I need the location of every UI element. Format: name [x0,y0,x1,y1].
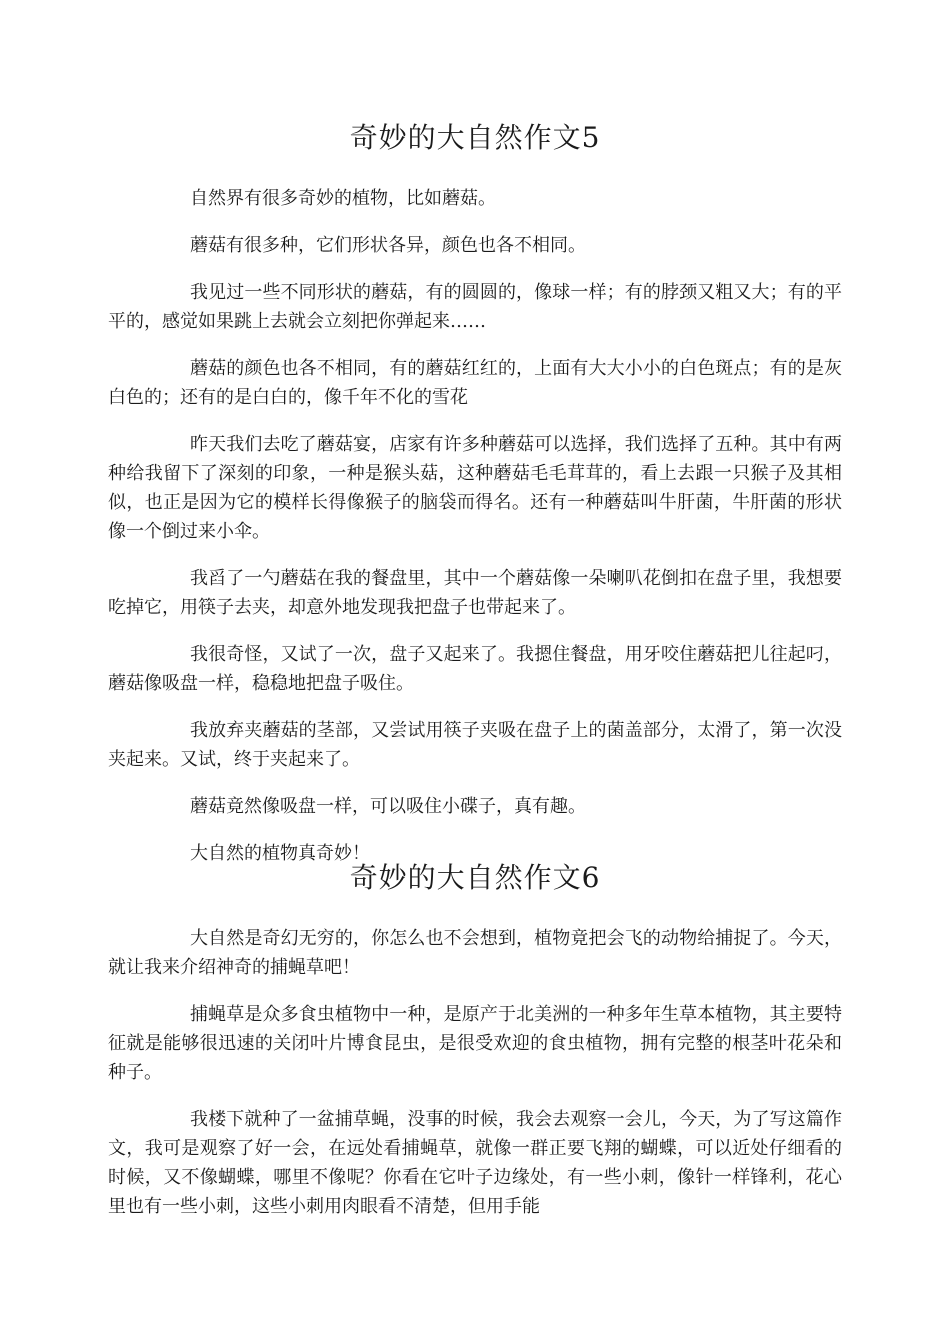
paragraph: 我很奇怪，又试了一次，盘子又起来了。我摁住餐盘，用牙咬住蘑菇把儿往起叼，蘑菇像吸盘一样，稳稳地把盘子吸住。 [108,644,842,694]
paragraph: 大自然是奇幻无穷的，你怎么也不会想到，植物竟把会飞的动物给捕捉了。今天，就让我来介绍神奇的捕蝇草吧！ [108,928,842,978]
paragraph: 大自然的植物真奇妙！ [190,843,370,864]
paragraph: 我放弃夹蘑菇的茎部，又尝试用筷子夹吸在盘子上的菌盖部分，太滑了，第一次没夹起来。又试，终于夹起来了。 [108,720,842,770]
paragraph: 蘑菇的颜色也各不相同，有的蘑菇红红的，上面有大大小小的白色斑点；有的是灰白色的；还有的是白白的，像千年不化的雪花 [108,358,842,408]
essay-title-5: 奇妙的大自然作文5 [349,121,601,154]
paragraph: 我舀了一勺蘑菇在我的餐盘里，其中一个蘑菇像一朵喇叭花倒扣在盘子里，我想要吃掉它，用筷子去夹，却意外地发现我把盘子也带起来了。 [108,568,842,618]
paragraph: 捕蝇草是众多食虫植物中一种，是原产于北美洲的一种多年生草本植物，其主要特征就是能够很迅速的关闭叶片博食昆虫，是很受欢迎的食虫植物，拥有完整的根茎叶花朵和种子。 [108,1004,842,1083]
paragraph: 蘑菇有很多种，它们形状各异，颜色也各不相同。 [190,235,586,256]
essay-body-6 [108,924,842,1221]
paragraph: 蘑菇竟然像吸盘一样，可以吸住小碟子，真有趣。 [190,796,586,817]
essay-body-5 [108,184,842,868]
paragraph: 昨天我们去吃了蘑菇宴，店家有许多种蘑菇可以选择，我们选择了五种。其中有两种给我留下了深刻的印象，一种是猴头菇，这种蘑菇毛毛茸茸的，看上去跟一只猴子及其相似，也正是因为它的模样长得像猴子的脑袋而得名。还有一种蘑菇叫牛肝菌，牛肝菌的形状像一个倒过来小伞。 [108,434,842,542]
paragraph: 自然界有很多奇妙的植物，比如蘑菇。 [190,188,496,209]
paragraph: 我见过一些不同形状的蘑菇，有的圆圆的，像球一样；有的脖颈又粗又大；有的平平的，感觉如果跳上去就会立刻把你弹起来…… [108,282,842,332]
essay-title-6: 奇妙的大自然作文6 [349,861,601,894]
paragraph: 我楼下就种了一盆捕草蝇，没事的时候，我会去观察一会儿，今天，为了写这篇作文，我可是观察了好一会，在远处看捕蝇草，就像一群正要飞翔的蝴蝶，可以近处仔细看的时候，又不像蝴蝶，哪里不像呢？你看在它叶子边缘处，有一些小刺，像针一样锋利，花心里也有一些小刺，这些小刺用肉眼看不清楚，但用手能 [108,1109,842,1217]
